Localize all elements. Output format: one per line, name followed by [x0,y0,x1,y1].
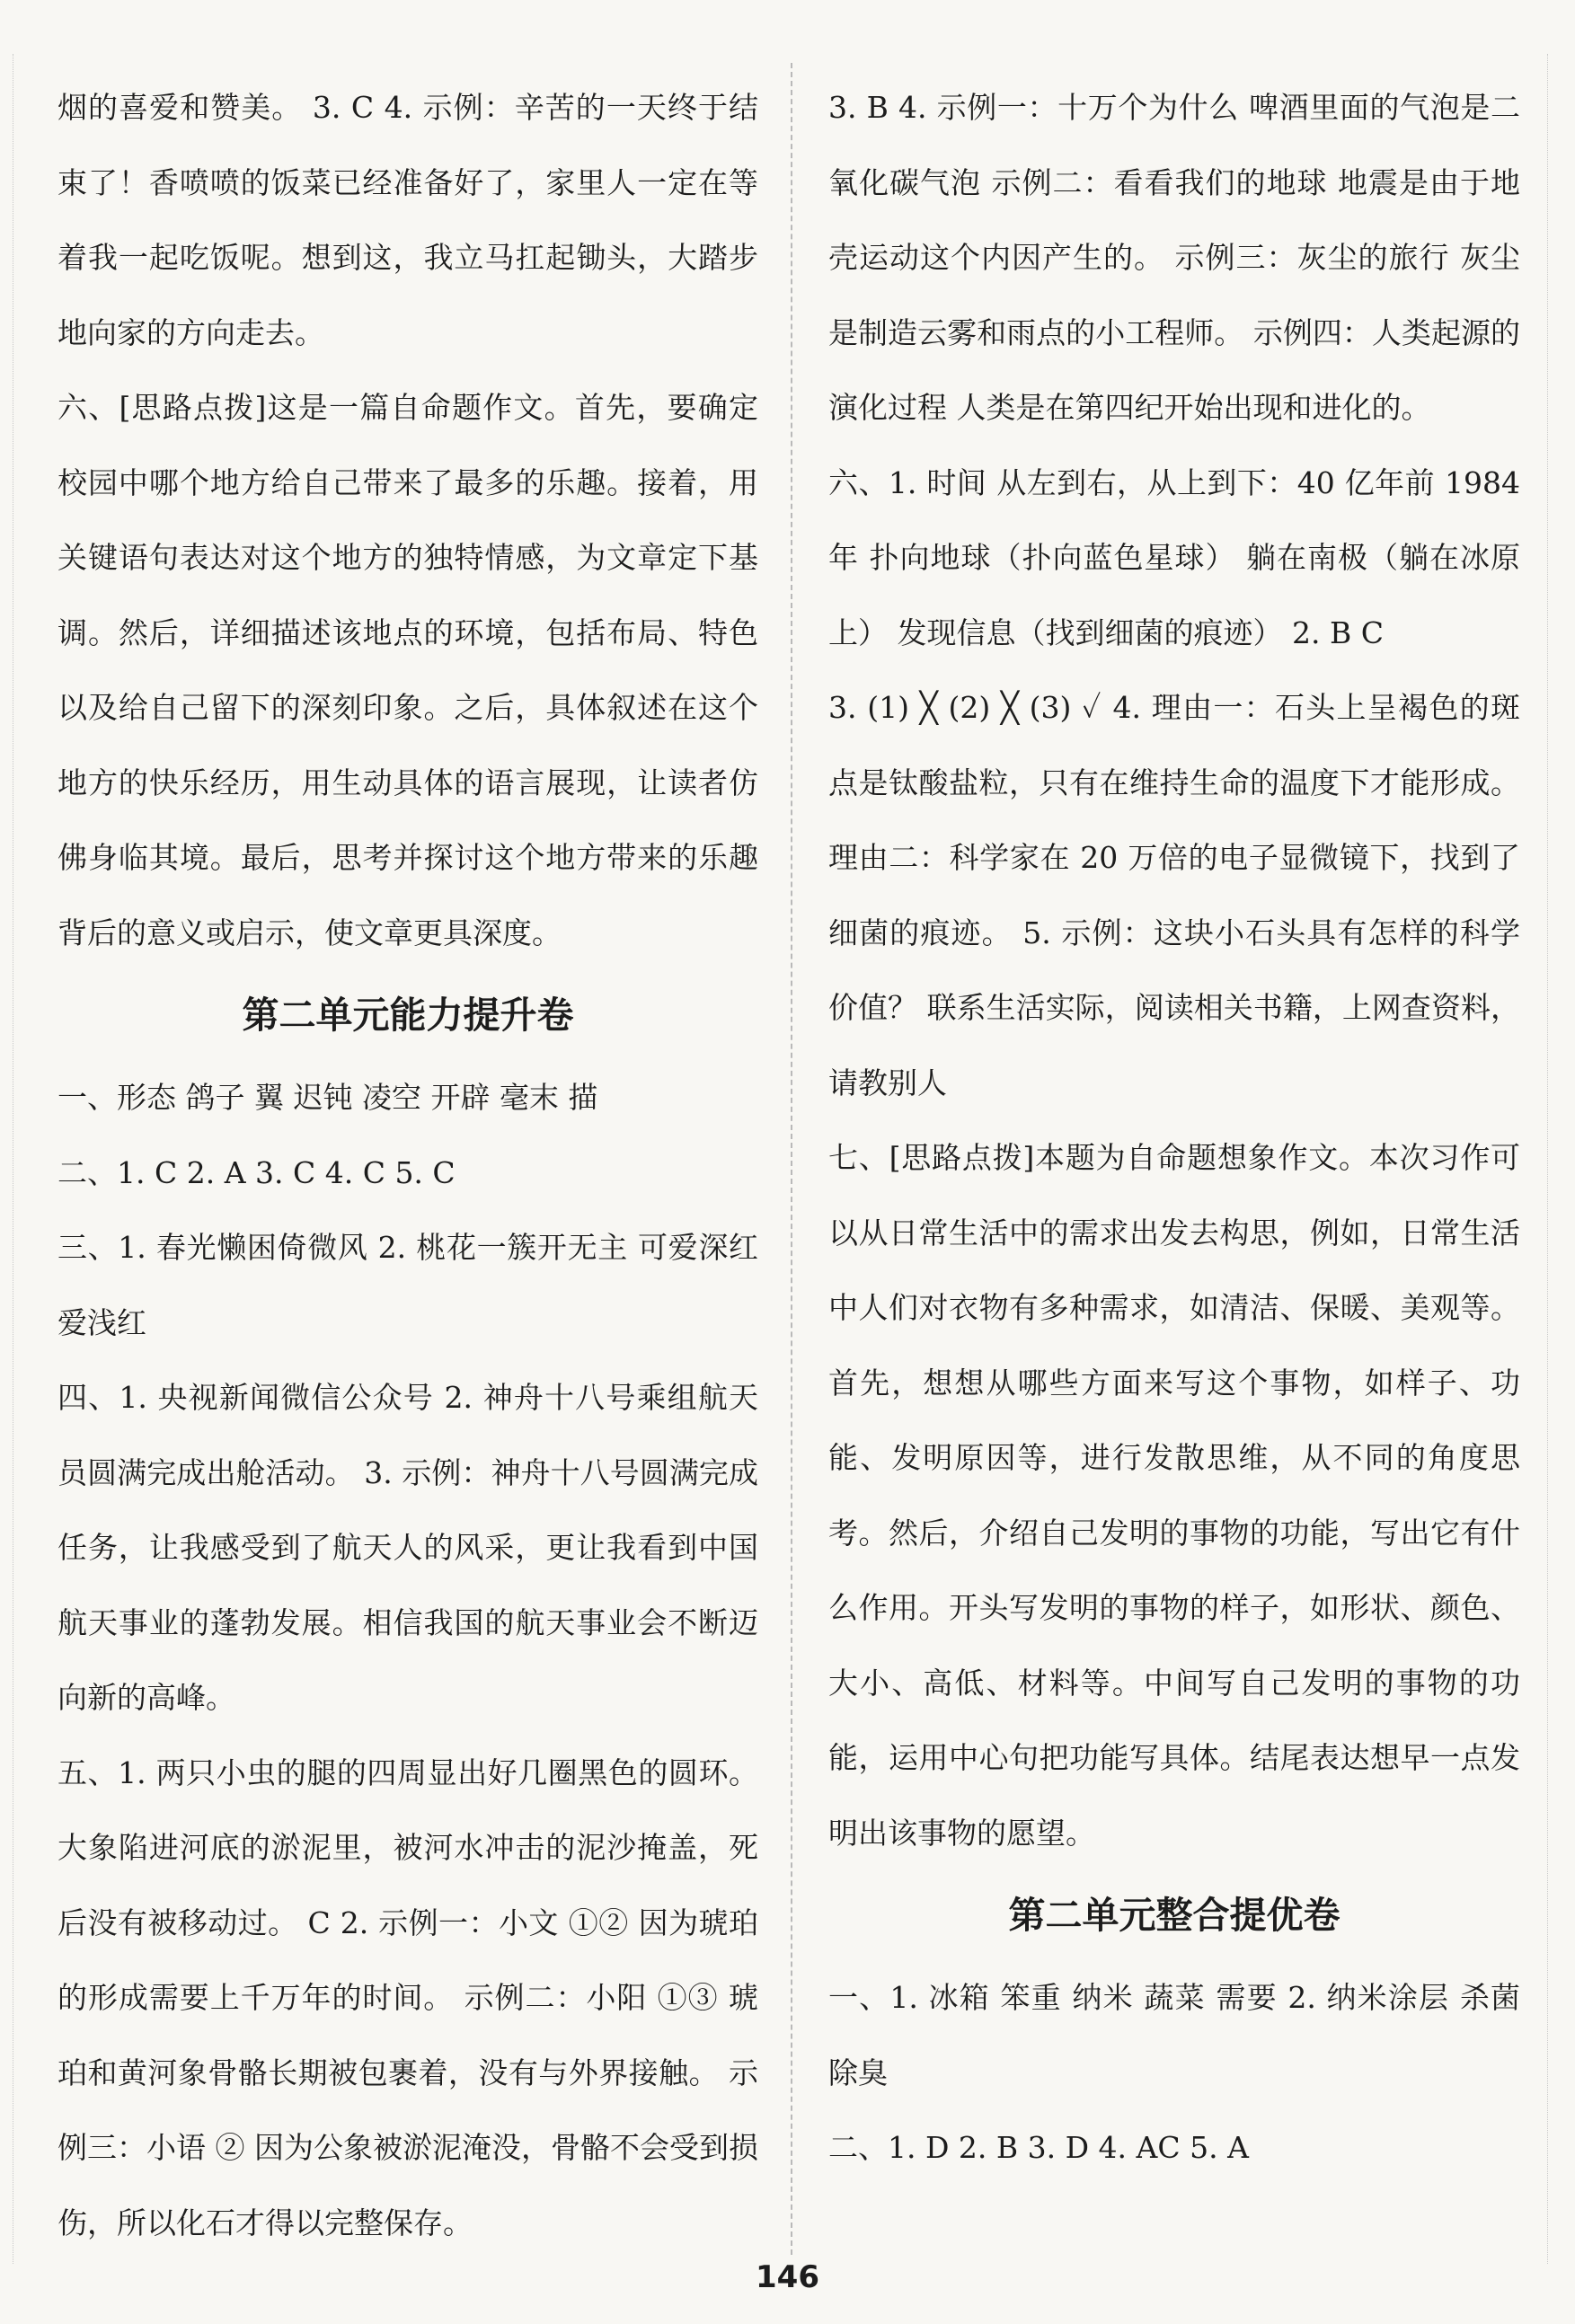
answer-part-3: 三、1. 春光懒困倚微风 2. 桃花一簇开无主 可爱深红爱浅红 [58,1230,758,1340]
answer-part-4: 四、1. 央视新闻微信公众号 2. 神舟十八号乘组航天员圆满完成出舱活动。 3. 示例：神舟十八号圆满完成任务，让我感受到了航天人的风采，更让我看到中国航天事业的蓬勃发展。相信我国的航天事业会不断迈向新的高峰。 [58,1380,758,1715]
answer-paragraph: 3. B 4. 示例一：十万个为什么 啤酒里面的气泡是二氧化碳气泡 示例二：看看我们的地球 地震是由于地壳运动这个内因产生的。 示例三：灰尘的旅行 灰尘是制造云雾和雨点的小工程师。 示例四：人类起源的演化过程 人类是在第四纪开始出现和进化的。 [828,90,1520,425]
column-divider [791,63,792,2255]
right-column [828,70,1520,2186]
answer-part-1: 一、1. 冰箱 笨重 纳米 蔬菜 需要 2. 纳米涂层 杀菌 除臭 [828,1980,1520,2090]
answer-paragraph: 烟的喜爱和赞美。 3. C 4. 示例：辛苦的一天终于结束了！香喷喷的饭菜已经准备好了，家里人一定在等着我一起吃饭呢。想到这，我立马扛起锄头，大踏步地向家的方向走去。 [58,90,758,350]
writing-guide-paragraph: 七、[思路点拨]本题为自命题想象作文。本次习作可以从日常生活中的需求出发去构思，例如，日常生活中人们对衣物有多种需求，如清洁、保暖、美观等。首先，想想从哪些方面来写这个事物，如样子、功能、发明原因等，进行发散思维，从不同的角度思考。然后，介绍自己发明的事物的功能，写出它有什么作用。开头写发明的事物的样子，如形状、颜色、大小、高低、材料等。中间写自己发明的事物的功能，运用中心句把功能写具体。结尾表达想早一点发明出该事物的愿望。 [828,1140,1520,1851]
page-number: 146 [756,2259,819,2295]
left-column [58,70,758,2260]
answer-part-1: 一、形态 鸽子 翼 迟钝 凌空 开辟 毫末 描 [58,1080,598,1115]
section-heading: 第二单元整合提优卷 [1008,1894,1341,1937]
answer-part-5: 五、1. 两只小虫的腿的四周显出好几圈黑色的圆环。大象陷进河底的淤泥里，被河水冲击的泥沙掩盖，死后没有被移动过。 C 2. 示例一：小文 ①② 因为琥珀的形成需要上千万年的时间。 示例二：小阳 ①③ 琥珀和黄河象骨骼长期被包裹着，没有与外界接触。 示例三：小语 ② 因为公象被淤泥淹没，骨骼不会受到损伤，所以化石才得以完整保存。 [58,1754,758,2240]
answer-part-2: 二、1. C 2. A 3. C 4. C 5. C [58,1154,456,1190]
writing-guide-paragraph: 六、[思路点拨]这是一篇自命题作文。首先，要确定校园中哪个地方给自己带来了最多的乐趣。接着，用关键语句表达对这个地方的独特情感，为文章定下基调。然后，详细描述该地点的环境，包括布局、特色以及给自己留下的深刻印象。之后，具体叙述在这个地方的快乐经历，用生动具体的语言展现，让读者仿佛身临其境。最后，思考并探讨这个地方带来的乐趣背后的意义或启示，使文章更具深度。 [58,390,758,950]
answer-part-6: 六、1. 时间 从左到右，从上到下：40 亿年前 1984 年 扑向地球（扑向蓝色星球） 躺在南极（躺在冰原上） 发现信息（找到细菌的痕迹） 2. B C [828,464,1520,650]
section-heading: 第二单元能力提升卷 [242,994,574,1037]
page-edge-right [1547,54,1548,2264]
answer-part-2: 二、1. D 2. B 3. D 4. AC 5. A [828,2130,1249,2165]
answer-part-6-continued: 3. (1) ╳ (2) ╳ (3) ✓ 4. 理由一：石头上呈褐色的斑点是钛酸盐粒，只有在维持生命的温度下才能形成。 理由二：科学家在 20 万倍的电子显微镜下，找到了细菌的痕迹。 5. 示例：这块小石头具有怎样的科学价值？ 联系生活实际，阅读相关书籍，上网查资料，请教别人 [828,690,1520,1100]
